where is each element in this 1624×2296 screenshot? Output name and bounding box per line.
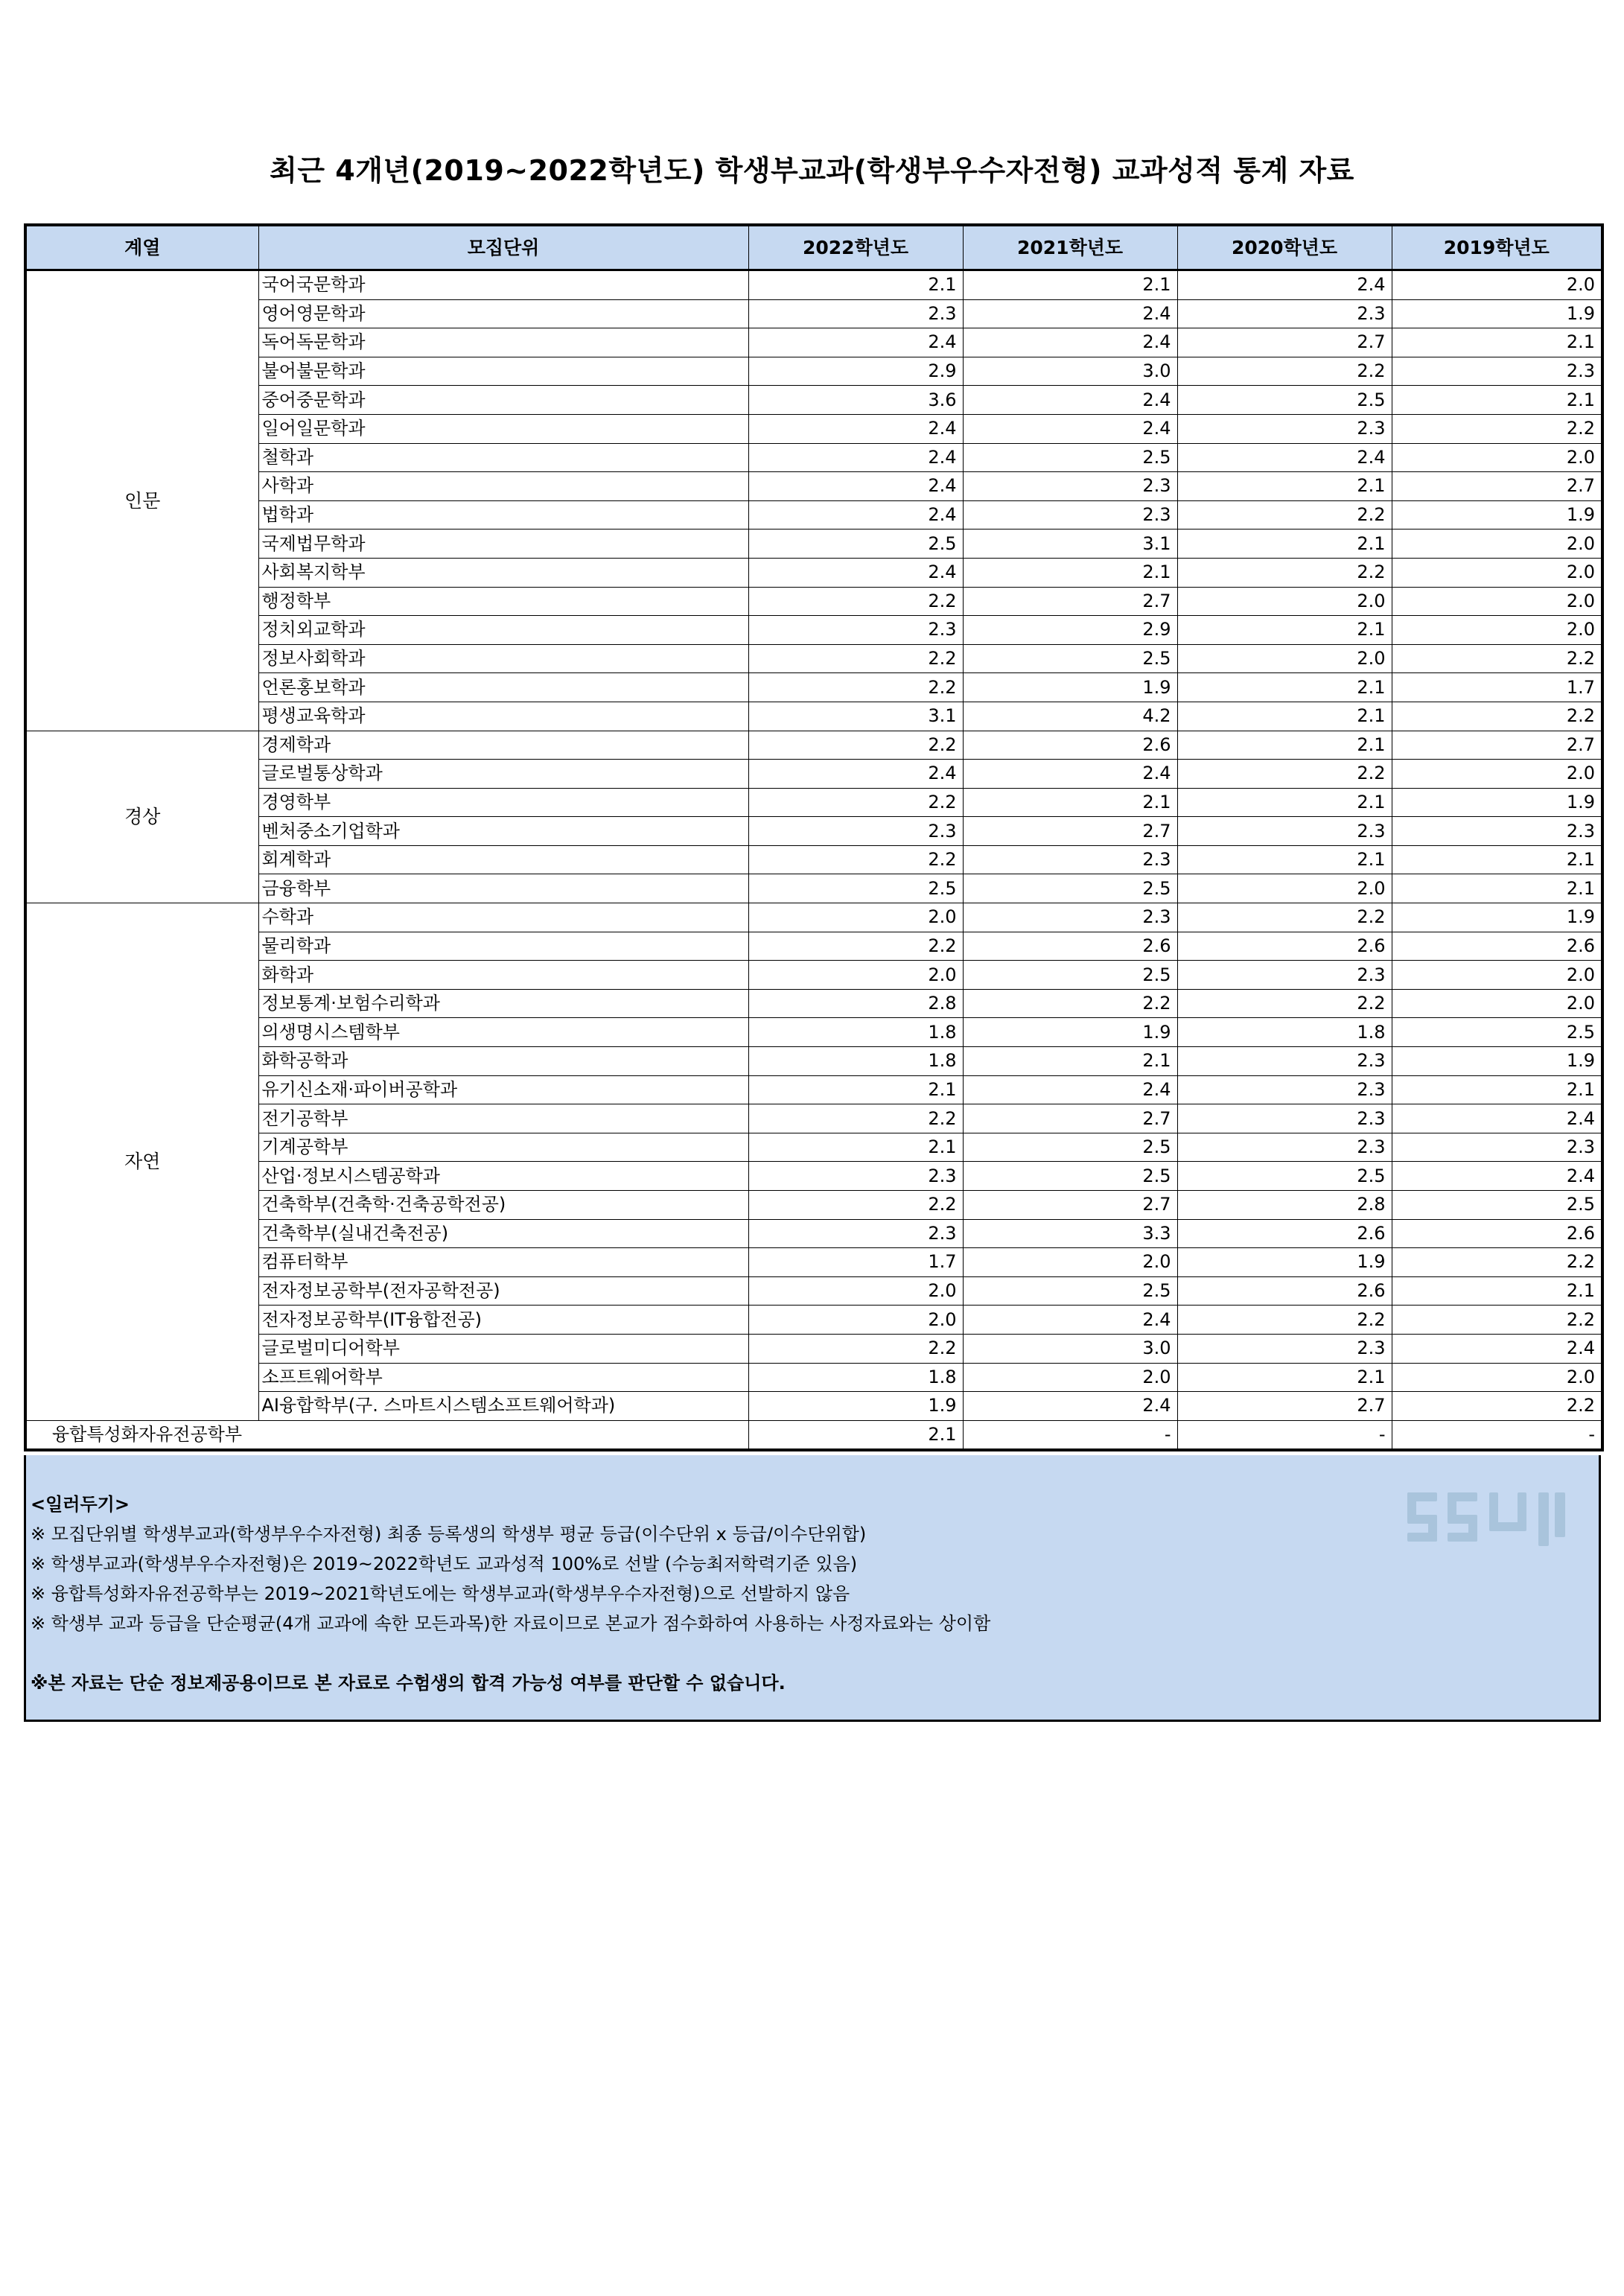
table-row: [25, 587, 1602, 616]
grade-cell-2020: 2.2: [1177, 500, 1392, 530]
grade-cell-2020: 2.0: [1177, 587, 1392, 616]
grade-cell-2020: 2.3: [1177, 299, 1392, 328]
table-row: [25, 530, 1602, 559]
table-row: [25, 270, 1602, 300]
grade-cell-2021: 2.5: [963, 443, 1177, 472]
grade-cell-2019: 2.0: [1392, 587, 1602, 616]
note-line: ※ 모집단위별 학생부교과(학생부우수자전형) 최종 등록생의 학생부 평균 등급(이수단위 x 등급/이수단위합): [31, 1524, 867, 1545]
grade-cell-2022: 2.0: [748, 1276, 963, 1306]
grade-cell-2021: 2.1: [963, 270, 1177, 300]
grade-cell-2022: 2.8: [748, 989, 963, 1018]
page-title: 최근 4개년(2019~2022학년도) 학생부교과(학생부우수자전형) 교과성적 통계 자료: [270, 154, 1354, 187]
unit-cell: 국제법무학과: [258, 530, 748, 559]
table-row: [25, 874, 1602, 903]
grade-cell-2022: 2.4: [748, 500, 963, 530]
grade-cell-2019: 2.2: [1392, 1392, 1602, 1421]
grade-cell-2019: 2.0: [1392, 270, 1602, 300]
grade-cell-2019: 2.2: [1392, 702, 1602, 731]
grade-cell-2022: 3.6: [748, 386, 963, 415]
table-row: [25, 1334, 1602, 1363]
grade-cell-2020: 2.8: [1177, 1191, 1392, 1220]
grade-cell-2021: 2.3: [963, 903, 1177, 932]
grade-cell-2021: 2.7: [963, 1104, 1177, 1133]
table-row: [25, 1363, 1602, 1392]
notes-box: [24, 1455, 1601, 1722]
header-2019: 2019학년도: [1392, 225, 1602, 270]
grade-cell-2022: 2.5: [748, 530, 963, 559]
grade-cell-2020: 2.2: [1177, 1306, 1392, 1335]
grade-cell-2022: 2.2: [748, 845, 963, 874]
grade-cell-2021: 2.7: [963, 587, 1177, 616]
table-row: [25, 673, 1602, 702]
table-row: [25, 1191, 1602, 1220]
grade-cell-2022: 2.3: [748, 817, 963, 846]
grade-cell-2019: 1.9: [1392, 1047, 1602, 1076]
grade-cell-2021: 2.0: [963, 1363, 1177, 1392]
grade-cell-2021: 3.1: [963, 530, 1177, 559]
grade-cell-2022: 2.3: [748, 1219, 963, 1248]
table-header-row: [25, 225, 1602, 270]
grade-cell-2020: 2.2: [1177, 558, 1392, 587]
unit-cell: 일어일문학과: [258, 414, 748, 443]
grade-cell-2019: 2.0: [1392, 989, 1602, 1018]
grade-cell-2019: 2.1: [1392, 386, 1602, 415]
grade-cell-2022: 1.9: [748, 1392, 963, 1421]
grade-cell-2019: 2.0: [1392, 558, 1602, 587]
grade-cell-2021: 2.9: [963, 616, 1177, 645]
grade-cell-2021: 2.5: [963, 1162, 1177, 1191]
grade-cell-2022: 2.2: [748, 587, 963, 616]
grade-cell-2021: 2.3: [963, 472, 1177, 501]
table-row: [25, 1133, 1602, 1162]
unit-cell: 건축학부(실내건축전공): [258, 1219, 748, 1248]
grade-cell-2020: 2.1: [1177, 1363, 1392, 1392]
grade-cell-2019: 2.5: [1392, 1191, 1602, 1220]
grade-cell-2021: 2.5: [963, 1133, 1177, 1162]
table-row: [25, 357, 1602, 386]
table-row: [25, 932, 1602, 961]
table-row: [25, 1219, 1602, 1248]
grade-cell-2022: 2.2: [748, 644, 963, 673]
grade-cell-2019: 2.4: [1392, 1162, 1602, 1191]
grade-cell-2019: 2.0: [1392, 530, 1602, 559]
unit-cell: 소프트웨어학부: [258, 1363, 748, 1392]
grade-cell-2021: 2.1: [963, 1047, 1177, 1076]
unit-cell: 정보사회학과: [258, 644, 748, 673]
unit-cell: 벤처중소기업학과: [258, 817, 748, 846]
table-row-special: [25, 1420, 1602, 1450]
grade-cell-2020: 2.1: [1177, 845, 1392, 874]
unit-cell: 철학과: [258, 443, 748, 472]
unit-cell: 산업·정보시스템공학과: [258, 1162, 748, 1191]
table-row: [25, 386, 1602, 415]
grade-cell-2021: 2.3: [963, 845, 1177, 874]
grade-cell-2021: 2.6: [963, 932, 1177, 961]
grade-cell-2022: 1.8: [748, 1363, 963, 1392]
grade-cell-2020: -: [1177, 1420, 1392, 1450]
table-body: [25, 270, 1602, 1451]
grade-cell-2022: 2.0: [748, 961, 963, 990]
unit-cell: 기계공학부: [258, 1133, 748, 1162]
grade-cell-2019: 2.3: [1392, 817, 1602, 846]
grade-cell-2022: 2.2: [748, 1191, 963, 1220]
table-row: [25, 731, 1602, 760]
grade-cell-2019: 2.0: [1392, 443, 1602, 472]
unit-cell: 물리학과: [258, 932, 748, 961]
note-line: ※ 융합특성화자유전공학부는 2019~2021학년도에는 학생부교과(학생부우수자전형)으로 선발하지 않음: [31, 1583, 850, 1604]
grade-cell-2022: 1.8: [748, 1047, 963, 1076]
table-row: [25, 644, 1602, 673]
grade-cell-2020: 2.6: [1177, 1276, 1392, 1306]
grade-cell-2020: 2.3: [1177, 1047, 1392, 1076]
unit-cell: 건축학부(건축학·건축공학전공): [258, 1191, 748, 1220]
notes-heading: <일러두기>: [31, 1494, 130, 1515]
grade-cell-2020: 2.1: [1177, 731, 1392, 760]
grade-cell-2019: 2.0: [1392, 1363, 1602, 1392]
unit-cell: 정치외교학과: [258, 616, 748, 645]
grade-cell-2019: 2.7: [1392, 472, 1602, 501]
table-row: [25, 616, 1602, 645]
table-row: [25, 328, 1602, 357]
grade-cell-2020: 2.3: [1177, 1104, 1392, 1133]
grade-cell-2022: 2.4: [748, 760, 963, 789]
unit-cell: 국어국문학과: [258, 270, 748, 300]
unit-cell: 언론홍보학과: [258, 673, 748, 702]
grade-cell-2019: 2.3: [1392, 357, 1602, 386]
grade-cell-2019: 1.9: [1392, 903, 1602, 932]
table-row: [25, 299, 1602, 328]
grade-cell-2020: 2.6: [1177, 1219, 1392, 1248]
grade-cell-2019: 1.9: [1392, 500, 1602, 530]
grade-cell-2020: 2.1: [1177, 530, 1392, 559]
header-2021: 2021학년도: [963, 225, 1177, 270]
unit-cell: 사회복지학부: [258, 558, 748, 587]
unit-cell: 정보통계·보험수리학과: [258, 989, 748, 1018]
grade-cell-2022: 2.9: [748, 357, 963, 386]
unit-cell: 금융학부: [258, 874, 748, 903]
grade-cell-2019: 2.7: [1392, 731, 1602, 760]
grade-cell-2021: 2.7: [963, 817, 1177, 846]
grade-cell-2021: 2.3: [963, 500, 1177, 530]
grade-cell-2019: 2.4: [1392, 1334, 1602, 1363]
grade-cell-2019: 1.9: [1392, 299, 1602, 328]
grade-cell-2020: 2.2: [1177, 760, 1392, 789]
grade-cell-2020: 2.0: [1177, 874, 1392, 903]
grade-cell-2022: 2.2: [748, 731, 963, 760]
grade-cell-2019: 2.6: [1392, 932, 1602, 961]
table-row: [25, 1306, 1602, 1335]
grade-cell-2019: 2.1: [1392, 328, 1602, 357]
grade-cell-2020: 2.2: [1177, 903, 1392, 932]
header-2020: 2020학년도: [1177, 225, 1392, 270]
grade-cell-2022: 3.1: [748, 702, 963, 731]
grade-cell-2022: 2.2: [748, 788, 963, 817]
grade-cell-2020: 2.1: [1177, 702, 1392, 731]
table-row: [25, 1248, 1602, 1277]
grade-cell-2020: 2.2: [1177, 357, 1392, 386]
grade-cell-2019: 2.6: [1392, 1219, 1602, 1248]
grade-cell-2021: 2.4: [963, 1075, 1177, 1104]
grade-cell-2022: 2.4: [748, 558, 963, 587]
grade-cell-2020: 2.7: [1177, 328, 1392, 357]
grade-cell-2021: 2.4: [963, 386, 1177, 415]
grade-cell-2021: 2.5: [963, 1276, 1177, 1306]
unit-cell: 사학과: [258, 472, 748, 501]
table-row: [25, 1276, 1602, 1306]
unit-cell: 전자정보공학부(전자공학전공): [258, 1276, 748, 1306]
unit-cell: 독어독문학과: [258, 328, 748, 357]
table-row: [25, 1075, 1602, 1104]
note-line: ※ 학생부교과(학생부우수자전형)은 2019~2022학년도 교과성적 100%로 선발 (수능최저학력기준 있음): [31, 1554, 858, 1574]
grade-cell-2019: 2.1: [1392, 874, 1602, 903]
grade-cell-2019: -: [1392, 1420, 1602, 1450]
grade-cell-2020: 2.4: [1177, 443, 1392, 472]
unit-cell: 평생교육학과: [258, 702, 748, 731]
grade-cell-2022: 2.0: [748, 903, 963, 932]
grade-cell-2020: 2.4: [1177, 270, 1392, 300]
grade-cell-2022: 2.3: [748, 616, 963, 645]
grade-cell-2019: 2.4: [1392, 1104, 1602, 1133]
unit-cell: 화학공학과: [258, 1047, 748, 1076]
grade-cell-2022: 1.8: [748, 1018, 963, 1047]
category-cell: 인문: [25, 270, 258, 731]
university-logo-icon: [1406, 1488, 1577, 1548]
unit-cell: 화학과: [258, 961, 748, 990]
header-2022: 2022학년도: [748, 225, 963, 270]
grade-cell-2021: 2.5: [963, 644, 1177, 673]
grade-cell-2022: 2.2: [748, 673, 963, 702]
unit-cell: 회계학과: [258, 845, 748, 874]
grade-cell-2020: 1.9: [1177, 1248, 1392, 1277]
grade-cell-2019: 2.0: [1392, 961, 1602, 990]
unit-cell: 경영학부: [258, 788, 748, 817]
unit-cell: 법학과: [258, 500, 748, 530]
unit-cell: 유기신소재·파이버공학과: [258, 1075, 748, 1104]
unit-cell: 글로벌미디어학부: [258, 1334, 748, 1363]
grade-cell-2020: 2.1: [1177, 788, 1392, 817]
grade-cell-2020: 2.2: [1177, 989, 1392, 1018]
unit-cell: 수학과: [258, 903, 748, 932]
table-row: [25, 702, 1602, 731]
grade-cell-2022: 2.0: [748, 1306, 963, 1335]
grade-cell-2022: 2.2: [748, 1104, 963, 1133]
grade-cell-2022: 2.4: [748, 443, 963, 472]
unit-cell: 전기공학부: [258, 1104, 748, 1133]
table-row: [25, 1047, 1602, 1076]
category-cell: 자연: [25, 903, 258, 1421]
grade-cell-2022: 2.5: [748, 874, 963, 903]
grade-cell-2020: 2.3: [1177, 1334, 1392, 1363]
grade-cell-2020: 2.6: [1177, 932, 1392, 961]
unit-cell: 글로벌통상학과: [258, 760, 748, 789]
table-row: [25, 1162, 1602, 1191]
grade-cell-2020: 2.3: [1177, 1075, 1392, 1104]
header-category: 계열: [25, 225, 258, 270]
grade-cell-2022: 2.3: [748, 1162, 963, 1191]
grade-cell-2019: 2.0: [1392, 760, 1602, 789]
grade-cell-2022: 2.3: [748, 299, 963, 328]
grade-cell-2020: 2.7: [1177, 1392, 1392, 1421]
table-row: [25, 1392, 1602, 1421]
grade-cell-2021: 2.0: [963, 1248, 1177, 1277]
grade-cell-2022: 2.1: [748, 1420, 963, 1450]
grade-statistics-table: [24, 223, 1604, 1451]
grade-cell-2020: 2.3: [1177, 414, 1392, 443]
grade-cell-2019: 2.2: [1392, 1306, 1602, 1335]
unit-cell: 행정학부: [258, 587, 748, 616]
notes-warning: ※본 자료는 단순 정보제공용이므로 본 자료로 수험생의 합격 가능성 여부를 판단할 수 없습니다.: [31, 1673, 786, 1694]
table-row: [25, 788, 1602, 817]
grade-cell-2022: 2.1: [748, 270, 963, 300]
grade-cell-2021: 2.4: [963, 760, 1177, 789]
grade-cell-2021: 2.4: [963, 414, 1177, 443]
unit-cell: 영어영문학과: [258, 299, 748, 328]
grade-cell-2019: 1.9: [1392, 788, 1602, 817]
grade-cell-2020: 1.8: [1177, 1018, 1392, 1047]
grade-cell-2021: 2.4: [963, 328, 1177, 357]
grade-cell-2020: 2.5: [1177, 1162, 1392, 1191]
table-row: [25, 1018, 1602, 1047]
unit-cell: 불어불문학과: [258, 357, 748, 386]
grade-cell-2019: 2.1: [1392, 1075, 1602, 1104]
grade-cell-2022: 2.1: [748, 1133, 963, 1162]
grade-cell-2020: 2.3: [1177, 817, 1392, 846]
grade-cell-2019: 1.7: [1392, 673, 1602, 702]
grade-cell-2021: 1.9: [963, 673, 1177, 702]
grade-cell-2019: 2.0: [1392, 616, 1602, 645]
table-row: [25, 845, 1602, 874]
grade-cell-2021: 4.2: [963, 702, 1177, 731]
grade-cell-2021: 2.7: [963, 1191, 1177, 1220]
grade-cell-2021: 2.4: [963, 1392, 1177, 1421]
grade-cell-2021: 2.4: [963, 1306, 1177, 1335]
grade-cell-2021: 2.1: [963, 788, 1177, 817]
table-row: [25, 989, 1602, 1018]
table-row: [25, 1104, 1602, 1133]
grade-cell-2022: 2.4: [748, 414, 963, 443]
grade-cell-2019: 2.2: [1392, 1248, 1602, 1277]
grade-cell-2019: 2.3: [1392, 1133, 1602, 1162]
unit-cell: 컴퓨터학부: [258, 1248, 748, 1277]
grade-cell-2022: 2.4: [748, 472, 963, 501]
grade-cell-2021: 2.5: [963, 874, 1177, 903]
grade-cell-2022: 2.2: [748, 932, 963, 961]
grade-cell-2019: 2.2: [1392, 414, 1602, 443]
grade-cell-2021: -: [963, 1420, 1177, 1450]
table-row: [25, 443, 1602, 472]
unit-cell: 융합특성화자유전공학부: [25, 1420, 748, 1450]
table-row: [25, 760, 1602, 789]
grade-cell-2021: 3.0: [963, 357, 1177, 386]
grade-cell-2021: 2.1: [963, 558, 1177, 587]
note-line: ※ 학생부 교과 등급을 단순평균(4개 교과에 속한 모든과목)한 자료이므로 본교가 점수화하여 사용하는 사정자료와는 상이함: [31, 1613, 991, 1634]
grade-cell-2022: 2.4: [748, 328, 963, 357]
grade-cell-2020: 2.1: [1177, 472, 1392, 501]
grade-cell-2021: 2.6: [963, 731, 1177, 760]
unit-cell: 중어중문학과: [258, 386, 748, 415]
grade-cell-2019: 2.1: [1392, 1276, 1602, 1306]
table-row: [25, 817, 1602, 846]
grade-cell-2021: 3.0: [963, 1334, 1177, 1363]
unit-cell: 전자정보공학부(IT융합전공): [258, 1306, 748, 1335]
grade-cell-2022: 2.1: [748, 1075, 963, 1104]
grade-cell-2021: 2.4: [963, 299, 1177, 328]
table-row: [25, 961, 1602, 990]
grade-cell-2019: 2.1: [1392, 845, 1602, 874]
grade-cell-2020: 2.0: [1177, 644, 1392, 673]
table-row: [25, 472, 1602, 501]
category-cell: 경상: [25, 731, 258, 903]
table-row: [25, 500, 1602, 530]
grade-cell-2020: 2.3: [1177, 961, 1392, 990]
grade-cell-2020: 2.1: [1177, 616, 1392, 645]
grade-cell-2020: 2.5: [1177, 386, 1392, 415]
grade-cell-2020: 2.1: [1177, 673, 1392, 702]
unit-cell: AI융합학부(구. 스마트시스템소프트웨어학과): [258, 1392, 748, 1421]
grade-cell-2020: 2.3: [1177, 1133, 1392, 1162]
grade-cell-2021: 2.2: [963, 989, 1177, 1018]
unit-cell: 의생명시스템학부: [258, 1018, 748, 1047]
header-unit: 모집단위: [258, 225, 748, 270]
unit-cell: 경제학과: [258, 731, 748, 760]
grade-cell-2019: 2.5: [1392, 1018, 1602, 1047]
table-row: [25, 903, 1602, 932]
table-row: [25, 558, 1602, 587]
table-row: [25, 414, 1602, 443]
grade-cell-2022: 1.7: [748, 1248, 963, 1277]
grade-cell-2021: 3.3: [963, 1219, 1177, 1248]
grade-cell-2021: 1.9: [963, 1018, 1177, 1047]
grade-cell-2019: 2.2: [1392, 644, 1602, 673]
grade-cell-2022: 2.2: [748, 1334, 963, 1363]
grade-cell-2021: 2.5: [963, 961, 1177, 990]
